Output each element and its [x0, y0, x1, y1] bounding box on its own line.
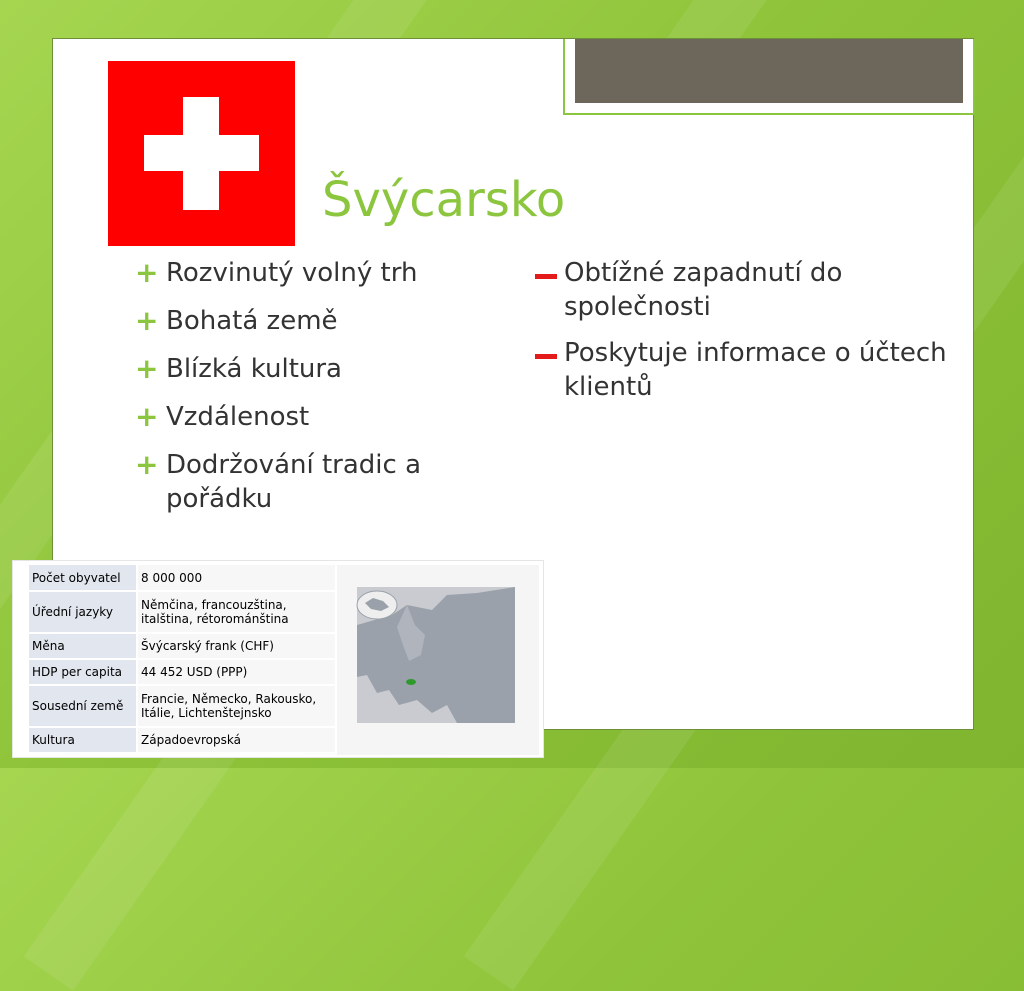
pros-item-text: Vzdálenost [166, 402, 310, 432]
pros-item [135, 448, 475, 516]
minus-icon [535, 354, 557, 359]
switzerland-highlight [406, 679, 416, 685]
table-row [29, 685, 345, 727]
cons-item [534, 336, 954, 404]
info-key: Sousední země [29, 685, 137, 727]
info-key: Počet obyvatel [29, 565, 137, 591]
pros-item [135, 352, 475, 386]
flag-cross-horizontal [144, 135, 259, 171]
title-decoration-box [563, 39, 975, 115]
pros-item-text: Rozvinutý volný trh [166, 258, 418, 288]
info-value: 8 000 000 [137, 565, 345, 591]
table-row [29, 633, 345, 659]
info-value: 44 452 USD (PPP) [137, 659, 345, 685]
cons-item-text: Obtížné zapadnutí do společnosti [564, 258, 843, 322]
info-value: Západoevropská [137, 727, 345, 753]
info-key: Úřední jazyky [29, 591, 137, 633]
pros-item [135, 400, 475, 434]
table-row [29, 591, 345, 633]
table-row [29, 659, 345, 685]
info-value: Němčina, francouzština, italština, rétorománština [137, 591, 345, 633]
table-row [29, 565, 345, 591]
plus-icon: + [135, 256, 159, 289]
cons-item-text: Poskytuje informace o účtech klientů [564, 338, 947, 402]
slide-title: Švýcarsko [322, 172, 566, 228]
country-info-panel [12, 560, 544, 758]
pros-item [135, 256, 475, 290]
info-key: Kultura [29, 727, 137, 753]
pros-item-text: Blízká kultura [166, 354, 342, 384]
table-row [29, 727, 345, 753]
info-value: Francie, Německo, Rakousko, Itálie, Lichtenštejnsko [137, 685, 345, 727]
pros-item [135, 304, 475, 338]
info-key: HDP per capita [29, 659, 137, 685]
plus-icon: + [135, 448, 159, 481]
minus-icon [535, 274, 557, 279]
cons-item [534, 256, 954, 324]
swiss-flag-icon [108, 61, 295, 246]
country-info-table [29, 565, 345, 754]
info-value: Švýcarský frank (CHF) [137, 633, 345, 659]
title-decoration-fill [575, 39, 963, 103]
plus-icon: + [135, 400, 159, 433]
cons-list [534, 256, 954, 416]
plus-icon: + [135, 352, 159, 385]
plus-icon: + [135, 304, 159, 337]
pros-item-text: Dodržování tradic a pořádku [166, 450, 421, 514]
info-key: Měna [29, 633, 137, 659]
pros-item-text: Bohatá země [166, 306, 338, 336]
europe-map-svg [337, 565, 539, 755]
pros-list [135, 256, 475, 530]
europe-locator-map [335, 565, 539, 755]
